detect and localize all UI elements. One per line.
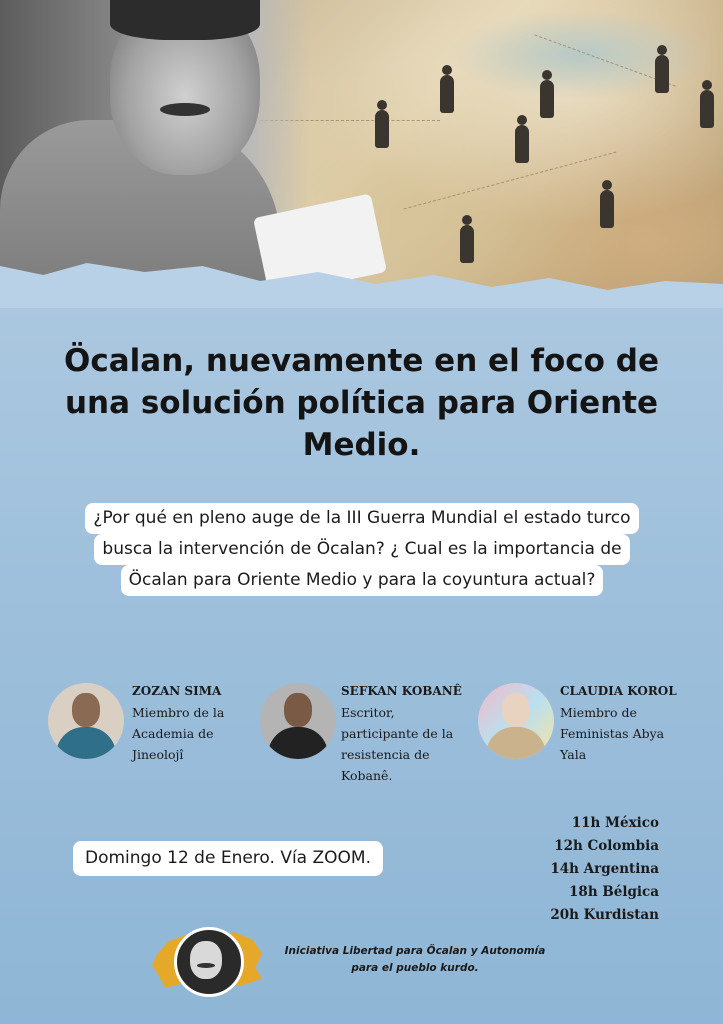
- schedule-times: [550, 812, 659, 927]
- page-title: Öcalan, nuevamente en el foco de una solución política para Oriente Medio.: [64, 343, 659, 463]
- time-entry: 12h Colombia: [554, 838, 659, 854]
- speaker-avatar: [48, 683, 124, 759]
- speaker-avatar: [478, 683, 554, 759]
- question-block: [62, 503, 662, 596]
- speaker-role: Miembro de Feministas Abya Yala: [560, 705, 665, 762]
- question-line: Öcalan para Oriente Medio y para la coyuntura actual?: [121, 565, 604, 596]
- speaker-name: CLAUDIA KOROL: [560, 684, 677, 698]
- header-image: [0, 0, 723, 300]
- event-date: Domingo 12 de Enero. Vía ZOOM.: [73, 841, 383, 876]
- time-entry: 14h Argentina: [550, 861, 659, 877]
- time-entry: 20h Kurdistan: [550, 907, 659, 923]
- speaker-name: ZOZAN SIMA: [132, 684, 222, 698]
- question-line: ¿Por qué en pleno auge de la III Guerra Mundial el estado turco: [85, 503, 638, 534]
- speaker-role: Miembro de la Academia de Jineolojî: [132, 705, 225, 762]
- speaker-avatar: [260, 683, 336, 759]
- question-line: busca la intervención de Öcalan? ¿ Cual es la importancia de: [94, 534, 629, 565]
- time-entry: 18h Bélgica: [569, 884, 659, 900]
- organization-name: Iniciativa Libertad para Öcalan y Autonomía para el pueblo kurdo.: [284, 945, 546, 974]
- organization-logo: [152, 925, 262, 995]
- speaker-name: SEFKAN KOBANÊ: [341, 684, 462, 698]
- speaker-role: Escritor, participante de la resistencia de Kobanê.: [341, 705, 454, 783]
- time-entry: 11h México: [571, 815, 659, 831]
